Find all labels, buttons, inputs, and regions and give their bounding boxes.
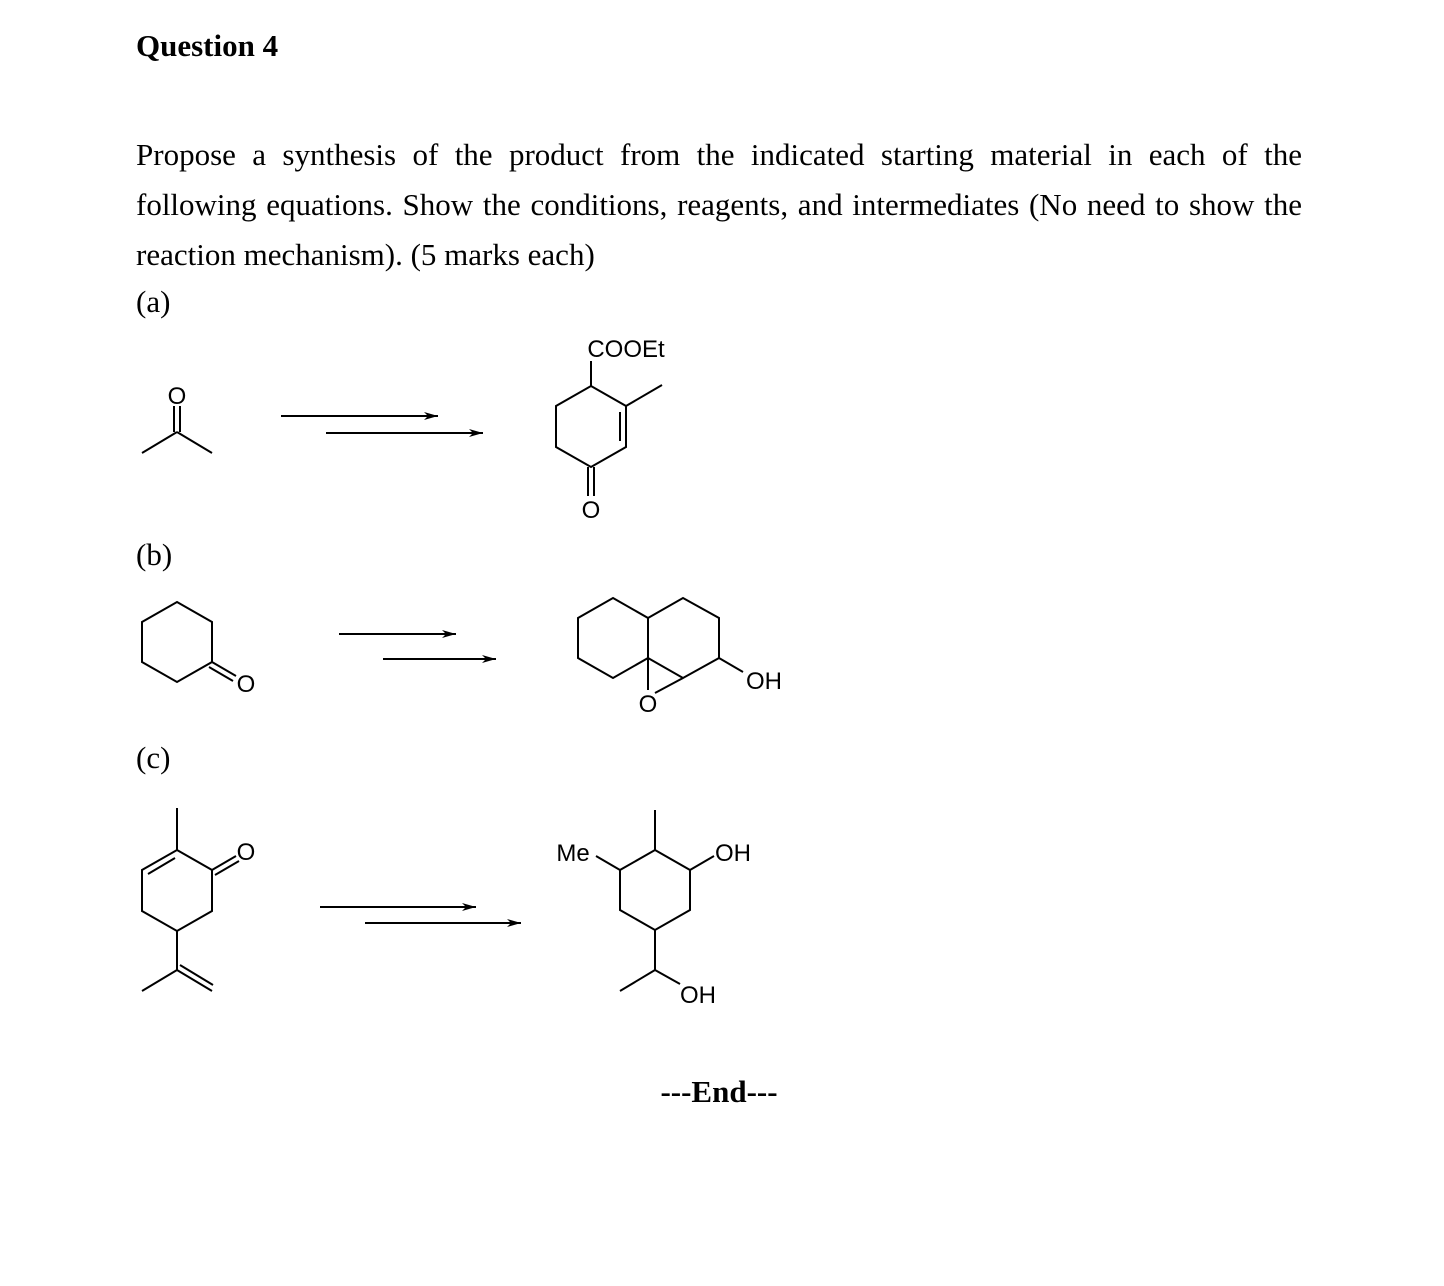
question-title: Question 4 (136, 28, 279, 63)
part-c-ring-hydroxyl-label: OH (715, 840, 751, 867)
part-c-product (596, 810, 714, 991)
part-a-product (556, 361, 662, 496)
part-c-label: (c) (136, 740, 171, 775)
part-c-sm-oxygen-label: O (236, 839, 256, 866)
part-b-starting-material (142, 602, 236, 682)
question-instructions: Propose a synthesis of the product from the indicated starting material in each of the following equations. Show the conditions, reagents, and intermediates (No need to show the reaction mechanism). (5 marks each) (136, 137, 1302, 272)
part-a-ketone-oxygen-label: O (581, 497, 601, 524)
part-b-product (578, 598, 743, 693)
part-b-sm-oxygen-label: O (236, 671, 256, 698)
part-b-label: (b) (136, 537, 173, 572)
part-a-ester-label: COOEt (587, 336, 665, 363)
part-a-reaction-arrows (281, 416, 483, 433)
part-a-starting-material (142, 406, 212, 453)
part-c-methyl-label: Me (556, 840, 590, 867)
part-b-hydroxyl-label: OH (746, 668, 782, 695)
part-b-epoxide-oxygen-label: O (638, 691, 658, 718)
part-c-sidechain-hydroxyl-label: OH (680, 982, 716, 1009)
part-c-starting-material (142, 808, 239, 991)
end-marker (0, 1074, 1444, 1110)
part-a-sm-oxygen-label: O (167, 383, 187, 410)
part-b-reaction-arrows (339, 634, 496, 659)
part-c-reaction-arrows (320, 907, 521, 923)
part-a-label: (a) (136, 284, 171, 319)
end-text: ---End--- (660, 1074, 778, 1109)
